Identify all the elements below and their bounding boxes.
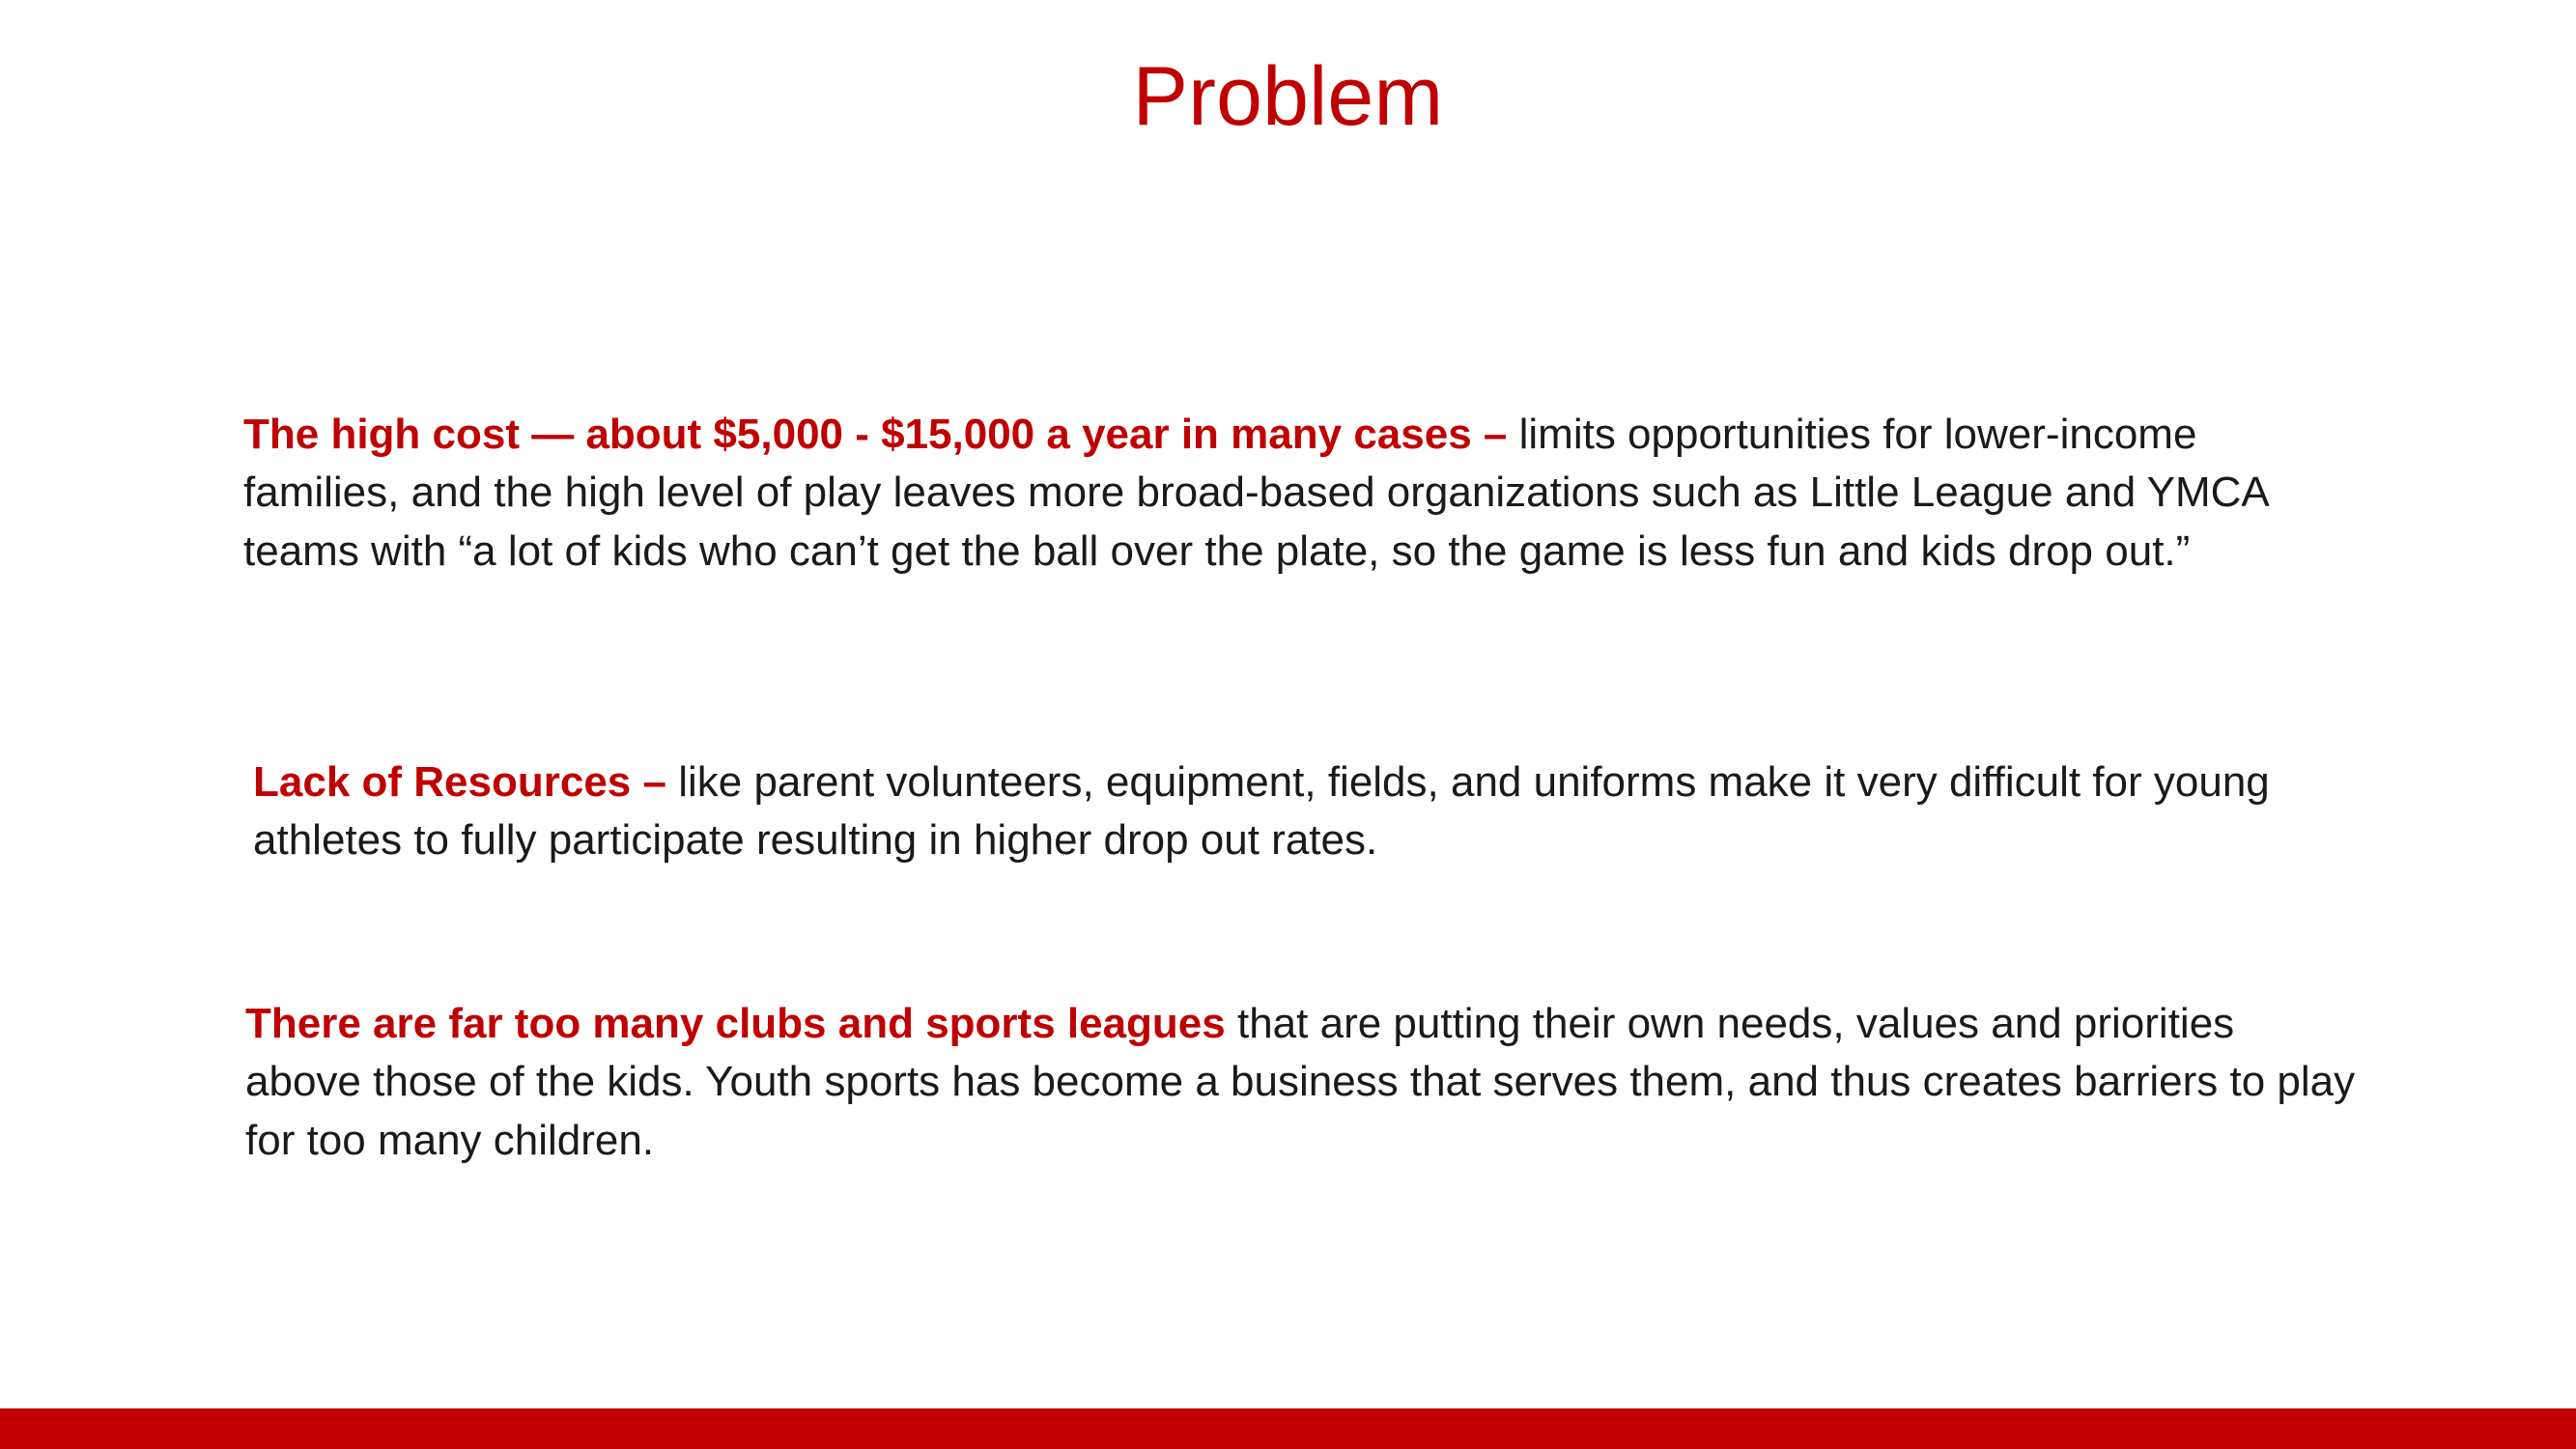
problem-paragraph-2 [253,753,2364,870]
problem-paragraph-1 [243,406,2354,581]
page-title: Problem [1132,50,1444,143]
paragraph-text [245,995,2356,1170]
footer-accent-bar [0,1408,2576,1449]
paragraph-1-body: limits opportunities for lower-income families, and the high level of play leaves more broad-based organizations such as Little League and YMCA teams with “a lot of kids who can’t get the ball over the plate, so the game is less fun and kids drop out.” [243,411,2268,575]
paragraph-3-lead: There are far too many clubs and sports leagues [245,1000,1237,1047]
paragraph-2-lead: Lack of Resources – [253,758,679,806]
paragraph-2-body: like parent volunteers, equipment, fields, and uniforms make it very difficult for young athletes to fully participate resulting in higher drop out rates. [253,758,2270,865]
paragraph-3-body: that are putting their own needs, values and priorities above those of the kids. Youth sports has become a business that serves them, and thus creates barriers to play for too many children. [245,1000,2356,1164]
paragraph-text [243,406,2354,581]
paragraph-text [253,753,2364,870]
problem-paragraph-3 [245,995,2356,1170]
paragraph-1-lead: The high cost — about $5,000 - $15,000 a year in many cases – [243,411,1519,458]
